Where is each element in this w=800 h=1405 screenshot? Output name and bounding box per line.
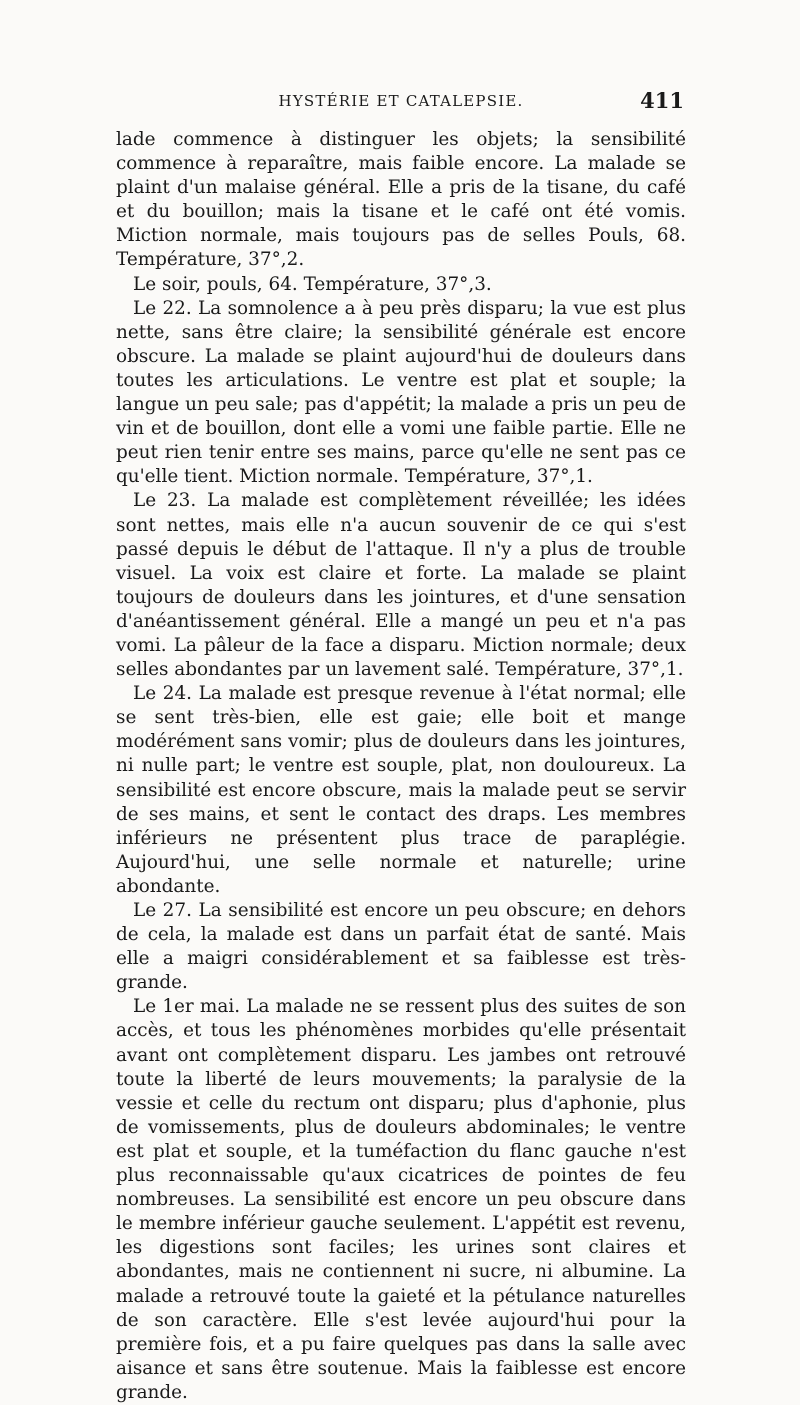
page-number: 411 — [640, 88, 684, 113]
paragraph-7: Le 1er mai. La malade ne se ressent plus des suites de son accès, et tous les phénomènes morbides qu'elle présentait avant ont complètement disparu. Les jambes ont retrouvé toute la liberté de leurs mouvements; la paralysie de la vessie et celle du rectum ont disparu; plus d'aphonie, plus de vomissements, plus de douleurs abdominales; le ventre est plat et souple, et la tuméfaction du flanc gauche n'est plus reconnaissable qu'aux cicatrices de pointes de feu nombreuses. La sensibilité est encore un peu obscure dans le membre inférieur gauche seulement. L'appétit est revenu, les digestions sont faciles; les urines sont claires et abondantes, mais ne contiennent ni sucre, ni albumine. La malade a retrouvé toute la gaieté et la pétulance naturelles de son caractère. Elle s'est levée aujourd'hui pour la première fois, et a pu faire quelques pas dans la salle avec aisance et sans être soutenue. Mais la faiblesse est encore grande. — [116, 996, 686, 1403]
paragraph-4: Le 23. La malade est complètement réveillée; les idées sont nettes, mais elle n'a aucun souvenir de ce qui s'est passé depuis le début de l'attaque. Il n'y a plus de trouble visuel. La voix est claire et forte. La malade se plaint toujours de douleurs dans les jointures, et d'une sensation d'anéantissement général. Elle a mangé un peu et n'a pas vomi. La pâleur de la face a disparu. Miction normale; deux selles abondantes par un lavement salé. Température, 37°,1. — [116, 490, 686, 681]
paragraph-5: Le 24. La malade est presque revenue à l'état normal; elle se sent très-bien, elle est gaie; elle boit et mange modérément sans vomir; plus de douleurs dans les jointures, ni nulle part; le ventre est souple, plat, non douloureux. La sensibilité est encore obscure, mais la malade peut se servir de ses mains, et sent le contact des draps. Les membres inférieurs ne présentent plus trace de paraplégie. Aujourd'hui, une selle normale et naturelle; urine abondante. — [116, 683, 686, 897]
body-text — [116, 128, 686, 1405]
paragraph-1: lade commence à distinguer les objets; la sensibilité commence à reparaître, mais faible encore. La malade se plaint d'un malaise général. Elle a pris de la tisane, du café et du bouillon; mais la tisane et le café ont été vomis. Miction normale, mais toujours pas de selles Pouls, 68. Température, 37°,2. — [116, 129, 686, 271]
paragraph-3: Le 22. La somnolence a à peu près disparu; la vue est plus nette, sans être claire; la sensibilité générale est encore obscure. La malade se plaint aujourd'hui de douleurs dans toutes les articulations. Le ventre est plat et souple; la langue un peu sale; pas d'appétit; la malade a pris un peu de vin et de bouillon, dont elle a vomi une faible partie. Elle ne peut rien tenir entre ses mains, parce qu'elle ne sent pas ce qu'elle tient. Miction normale. Température, 37°,1. — [116, 297, 686, 488]
page-header — [116, 88, 686, 128]
document-page — [116, 88, 686, 1405]
paragraph-6: Le 27. La sensibilité est encore un peu obscure; en dehors de cela, la malade est dans un parfait état de santé. Mais elle a maigri considérablement et sa faiblesse est très-grande. — [116, 900, 686, 994]
running-title: HYSTÉRIE ET CATALEPSIE. — [278, 92, 524, 110]
paragraph-2: Le soir, pouls, 64. Température, 37°,3. — [133, 273, 492, 295]
